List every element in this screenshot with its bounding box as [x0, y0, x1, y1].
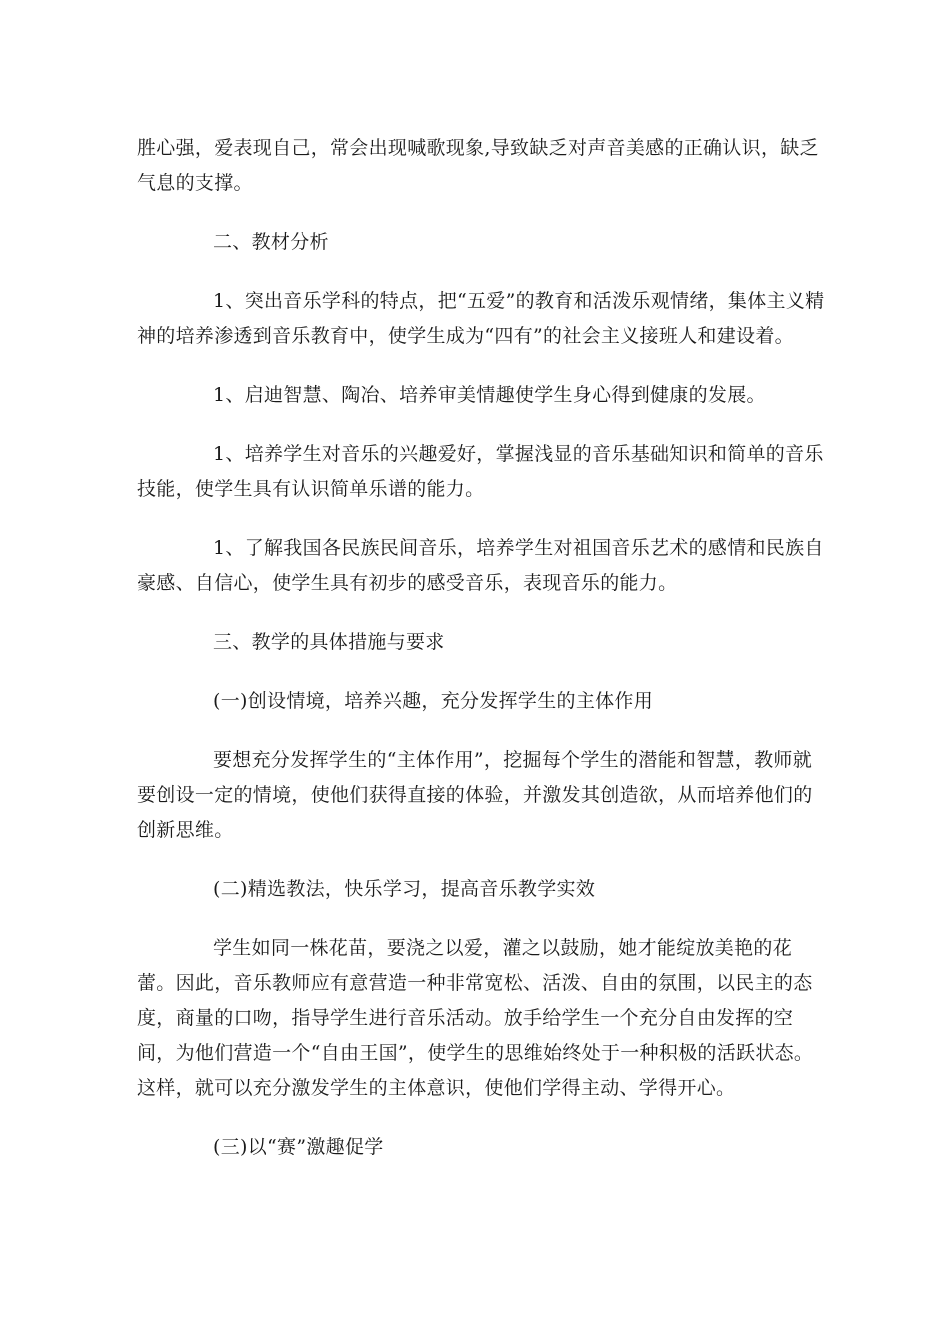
subheading-2: (二)精选教法，快乐学习，提高音乐教学实效: [213, 878, 596, 900]
section-heading-measures: 三、教学的具体措施与要求: [213, 631, 445, 653]
paragraph-continuation: 胜心强，爱表现自己，常会出现喊歌现象,导致缺乏对声音美感的正确认识，缺乏气息的支撑。: [137, 137, 819, 194]
subheading-1: (一)创设情境，培养兴趣，充分发挥学生的主体作用: [213, 690, 654, 712]
paragraph-goal-2: 1、启迪智慧、陶冶、培养审美情趣使学生身心得到健康的发展。: [213, 384, 766, 406]
paragraph-subject-role: 要想充分发挥学生的“主体作用”，挖掘每个学生的潜能和智慧，教师就要创设一定的情境，使他们获得直接的体验，并激发其创造欲，从而培养他们的创新思维。: [137, 749, 813, 841]
document-body: [137, 131, 827, 1189]
paragraph-goal-3: 1、培养学生对音乐的兴趣爱好，掌握浅显的音乐基础知识和简单的音乐技能，使学生具有认识简单乐谱的能力。: [137, 443, 824, 500]
subheading-3: (三)以“赛”激趣促学: [213, 1136, 384, 1158]
paragraph-goal-1: 1、突出音乐学科的特点，把“五爱”的教育和活泼乐观情绪，集体主义精神的培养渗透到音乐教育中，使学生成为“四有”的社会主义接班人和建设着。: [137, 290, 825, 347]
paragraph-happy-learning: 学生如同一株花苗，要浇之以爱，灌之以鼓励，她才能绽放美艳的花蕾。因此，音乐教师应有意营造一种非常宽松、活泼、自由的氛围，以民主的态度，商量的口吻，指导学生进行音乐活动。放手给学生一个充分自由发挥的空间，为他们营造一个“自由王国”，使学生的思维始终处于一种积极的活跃状态。这样，就可以充分激发学生的主体意识，使他们学得主动、学得开心。: [137, 937, 814, 1099]
section-heading-teaching-material: 二、教材分析: [213, 231, 329, 253]
paragraph-goal-4: 1、了解我国各民族民间音乐，培养学生对祖国音乐艺术的感情和民族自豪感、自信心，使学生具有初步的感受音乐，表现音乐的能力。: [137, 537, 824, 594]
